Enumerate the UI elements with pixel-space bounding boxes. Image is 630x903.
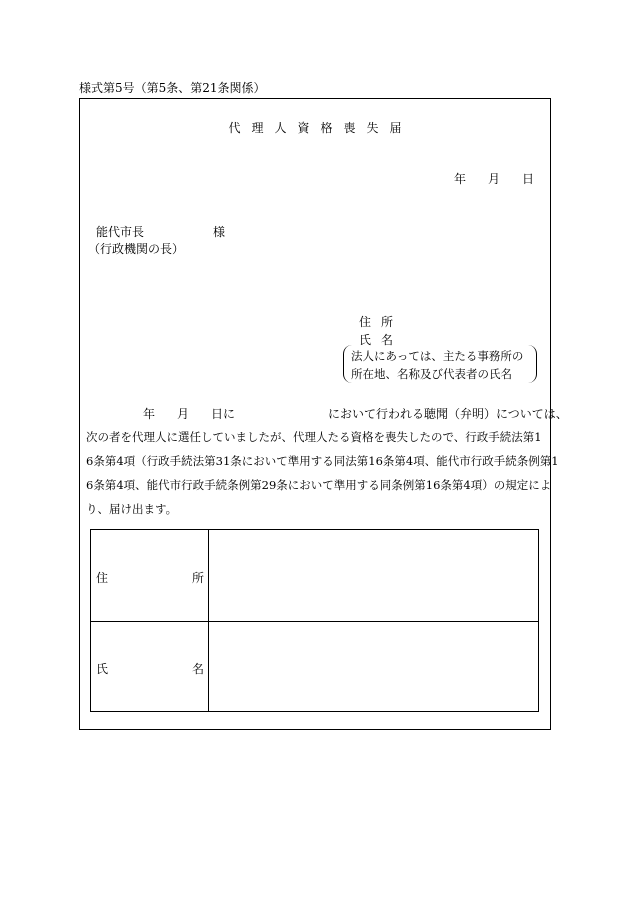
date-day-label: 日 (522, 172, 535, 186)
table-column-divider (208, 530, 209, 711)
body-line2: 次の者を代理人に選任していましたが、代理人たる資格を喪失したので、行政手続法第1 (86, 430, 542, 444)
applicant-name-label: 氏名 (359, 333, 404, 347)
date-year-label: 年 (454, 172, 467, 186)
table-address-label-char1: 住 (96, 571, 109, 585)
table-name-label-char1: 氏 (96, 662, 109, 676)
agent-table (90, 529, 539, 712)
body-line4: 6条第4項、能代市行政手続条例第29条において準用する同条例第16条第4項）の規定によ (86, 478, 552, 492)
addressee-note: （行政機関の長） (88, 242, 185, 256)
table-name-label-char2: 名 (192, 662, 205, 676)
table-address-label-char2: 所 (192, 571, 205, 585)
form-title: 代理人資格喪失届 (228, 121, 413, 135)
body-day: 日に (211, 407, 236, 421)
form-number-header: 様式第5号（第5条、第21条関係） (79, 81, 266, 95)
body-line3: 6条第4項（行政手続法第31条において準用する同法第16条第4項、能代市行政手続条例第1 (86, 454, 559, 468)
applicant-note-line2: 所在地、名称及び代表者の氏名 (351, 367, 512, 381)
body-line5: り、届け出ます。 (86, 502, 178, 516)
body-line1-text: において行われる聴聞（弁明）については、 (328, 407, 568, 421)
table-row-divider (91, 621, 538, 622)
date-month-label: 月 (488, 172, 501, 186)
body-month: 月 (177, 407, 190, 421)
addressee-name: 能代市長 (96, 225, 145, 239)
body-year: 年 (143, 407, 156, 421)
applicant-note-line1: 法人にあっては、主たる事務所の (351, 349, 524, 363)
applicant-address-label: 住所 (359, 315, 404, 329)
addressee-honorific: 様 (213, 225, 226, 239)
